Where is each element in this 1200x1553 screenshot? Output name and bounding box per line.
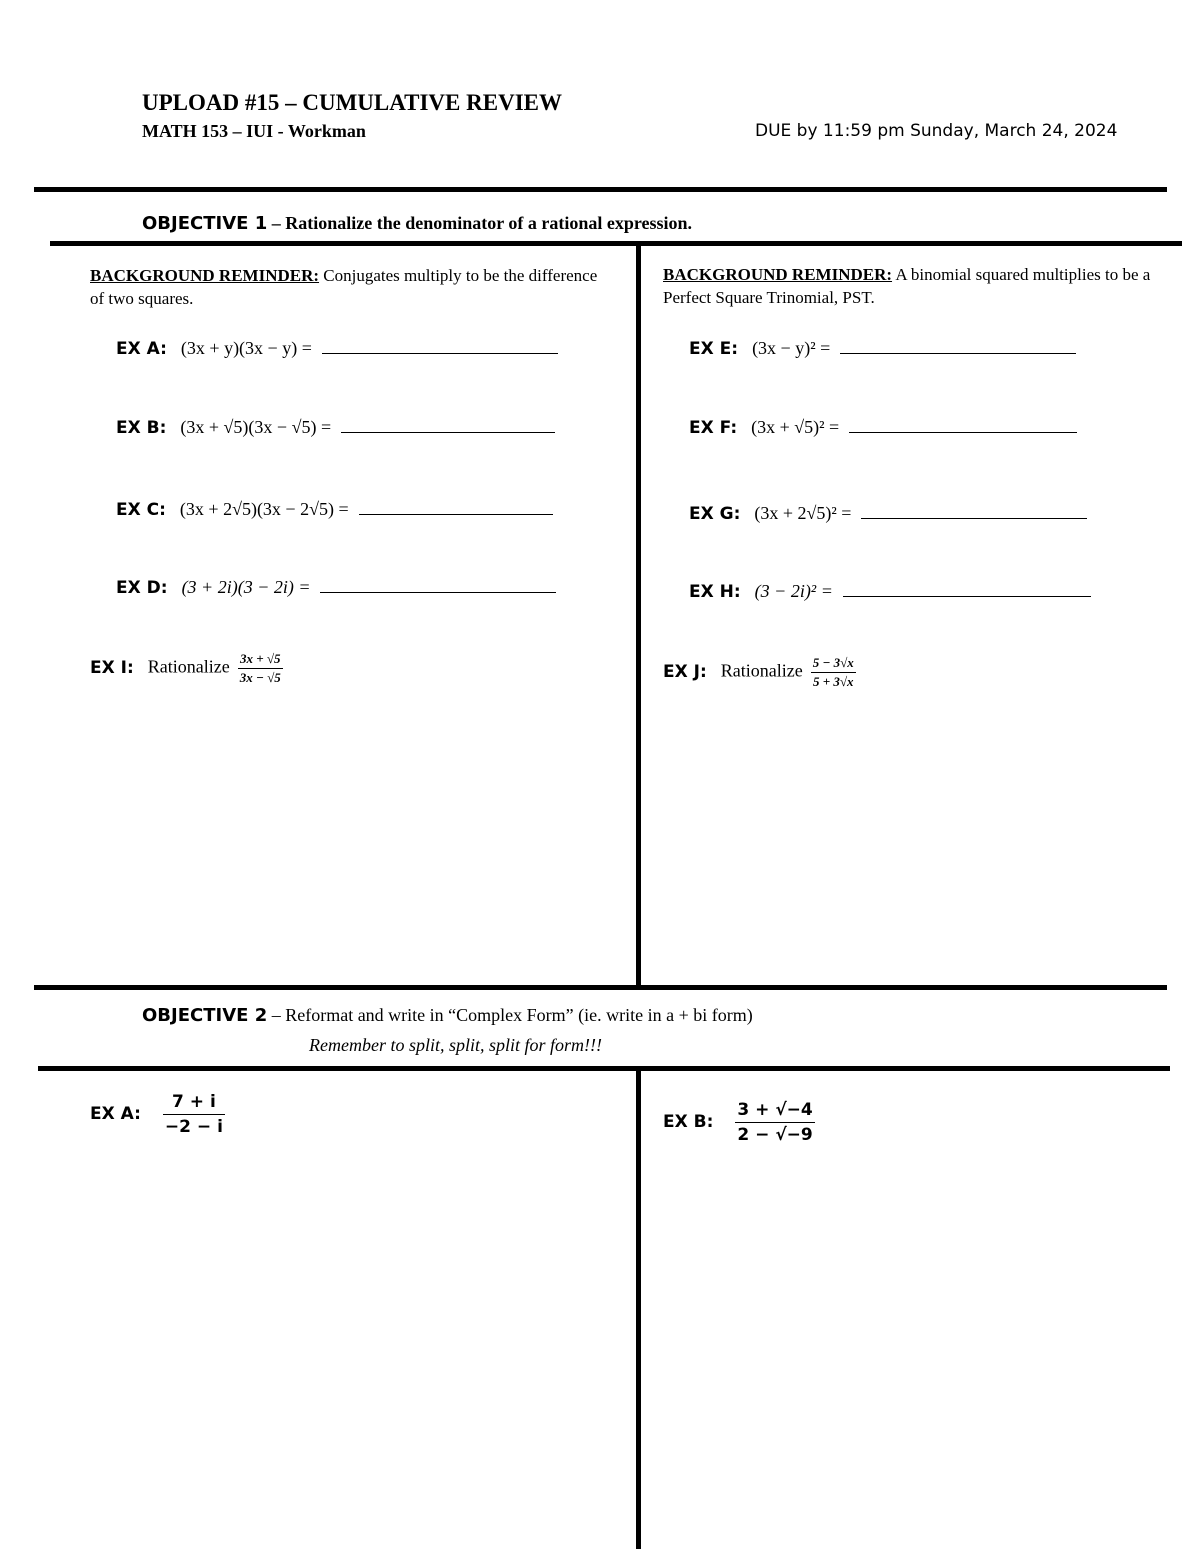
objective2-top-rule [34, 985, 1167, 990]
example-e-label: EX E: [689, 339, 739, 359]
example-f-expression: (3x + √5)² = [751, 417, 840, 437]
top-rule [34, 187, 1167, 192]
left-reminder-text: Conjugates multiply to be the difference of two squares. [90, 266, 598, 308]
example-f-label: EX F: [689, 418, 738, 438]
objective1-text: – Rationalize the denominator of a rational expression. [267, 213, 693, 233]
example-b [116, 414, 555, 438]
example-j-label: EX J: [663, 661, 707, 682]
example-g-label: EX G: [689, 504, 741, 524]
objective1-rule [50, 241, 1182, 246]
example-j-numerator: 5 − 3√x [811, 654, 856, 673]
example-d [116, 574, 556, 598]
example-a [116, 335, 558, 359]
example-c-answer-blank[interactable] [359, 496, 553, 515]
objective2-text: – Reformat and write in “Complex Form” (ie. write in a + bi form) [267, 1005, 753, 1025]
objective2-example-a-denominator: −2 − i [164, 1117, 223, 1137]
example-g-answer-blank[interactable] [861, 500, 1087, 519]
objective2-example-a [90, 1090, 225, 1139]
example-i-label: EX I: [90, 657, 134, 678]
example-b-answer-blank[interactable] [341, 414, 555, 433]
example-d-label: EX D: [116, 578, 168, 598]
objective2-example-b-numerator: 3 + √−4 [735, 1098, 814, 1123]
example-i-denominator: 3x − √5 [239, 670, 281, 685]
example-h [689, 578, 1091, 602]
example-e-expression: (3x − y)² = [752, 338, 831, 358]
example-f-answer-blank[interactable] [849, 414, 1077, 433]
example-a-label: EX A: [116, 339, 167, 359]
example-g-expression: (3x + 2√5)² = [754, 503, 852, 523]
center-divider-lower [636, 1069, 641, 1549]
objective2-example-a-numerator: 7 + i [163, 1090, 225, 1115]
right-reminder-head: BACKGROUND REMINDER: [663, 265, 893, 284]
right-reminder-text: A binomial squared multiplies to be a Perfect Square Trinomial, PST. [663, 265, 1151, 307]
example-f [689, 414, 1077, 438]
left-reminder [90, 264, 610, 310]
example-j-fraction [811, 654, 856, 691]
left-reminder-head: BACKGROUND REMINDER: [90, 266, 320, 285]
objective1-heading [142, 213, 692, 234]
example-c [116, 496, 553, 520]
course-name: MATH 153 – IUI - Workman [142, 121, 366, 141]
objective2-note: Remember to split, split, split for form!!! [309, 1035, 602, 1055]
example-h-answer-blank[interactable] [843, 578, 1091, 597]
example-h-label: EX H: [689, 582, 741, 602]
example-j-denominator: 5 + 3√x [812, 674, 854, 689]
example-i-numerator: 3x + √5 [238, 650, 283, 669]
example-c-expression: (3x + 2√5)(3x − 2√5) = [179, 499, 349, 519]
example-i-fraction [238, 650, 283, 687]
example-c-label: EX C: [116, 500, 166, 520]
example-i-word: Rationalize [147, 656, 230, 677]
example-e [689, 335, 1076, 359]
example-i [90, 650, 283, 687]
objective2-example-a-label: EX A: [90, 1103, 141, 1124]
objective2-example-b-label: EX B: [663, 1111, 714, 1132]
example-e-answer-blank[interactable] [840, 335, 1076, 354]
example-j [663, 654, 856, 691]
page-title: UPLOAD #15 – CUMULATIVE REVIEW [142, 90, 562, 115]
right-reminder [663, 263, 1183, 309]
example-d-answer-blank[interactable] [320, 574, 556, 593]
center-divider-upper [636, 244, 641, 988]
example-b-label: EX B: [116, 418, 167, 438]
objective2-example-b [663, 1098, 815, 1147]
objective1-label: OBJECTIVE 1 [142, 213, 268, 234]
example-b-expression: (3x + √5)(3x − √5) = [180, 417, 332, 437]
example-j-word: Rationalize [720, 660, 803, 681]
example-d-expression: (3 + 2i)(3 − 2i) = [181, 577, 311, 597]
example-g [689, 500, 1087, 524]
objective2-example-b-denominator: 2 − √−9 [737, 1125, 813, 1145]
objective2-rule [38, 1066, 1170, 1071]
objective2-label: OBJECTIVE 2 [142, 1005, 268, 1026]
objective2-example-b-fraction [735, 1098, 814, 1147]
example-a-expression: (3x + y)(3x − y) = [180, 338, 312, 358]
example-a-answer-blank[interactable] [322, 335, 558, 354]
objective2-example-a-fraction [163, 1090, 225, 1139]
due-date: DUE by 11:59 pm Sunday, March 24, 2024 [755, 121, 1118, 141]
example-h-expression: (3 − 2i)² = [754, 581, 833, 601]
objective2-heading [142, 1005, 753, 1026]
